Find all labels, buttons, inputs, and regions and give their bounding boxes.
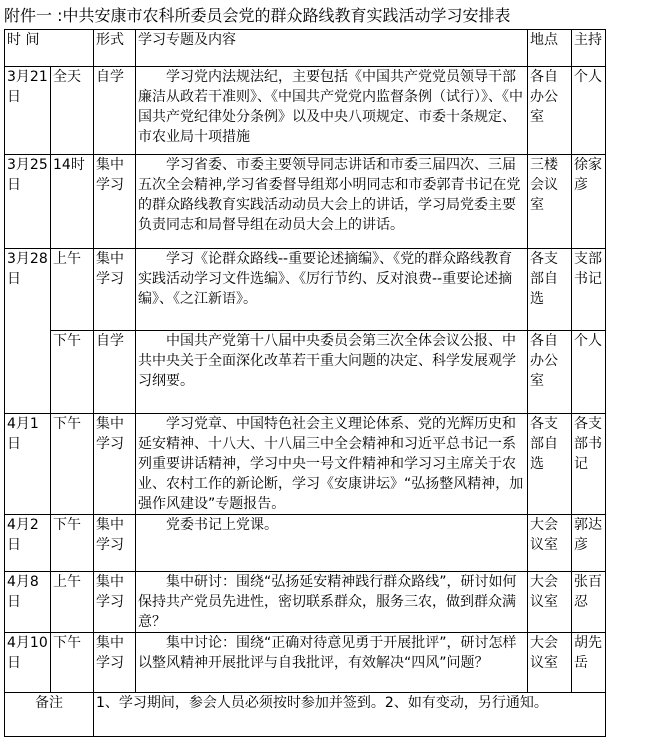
header-form: 形式 [94, 30, 136, 67]
row-date: 4月2日 [5, 515, 51, 572]
row-form: 集中学习 [94, 414, 136, 515]
table-row [5, 249, 606, 331]
row-place: 各支部自选 [528, 249, 572, 331]
row-host: 支部书记 [572, 249, 606, 331]
row-host: 徐家彦 [572, 155, 606, 249]
note-row [5, 693, 606, 737]
row-content: 中国共产党第十八届中央委员会第三次全体会议公报、中共中央关于全面深化改革若干重大问题的决定、科学发展观学习纲要。 [136, 331, 528, 414]
row-time: 上午 [51, 572, 94, 633]
row-place: 大会议室 [528, 572, 572, 633]
row-time: 全天 [51, 67, 94, 155]
row-date: 4月8日 [5, 572, 51, 633]
row-content: 学习省委、市委主要领导同志讲话和市委三届四次、三届五次全会精神,学习省委督导组郑小明同志和市委郭青书记在党的群众路线教育实践活动动员大会上的讲话，学习局党委主要负责同志和局督导组在动员大会上的讲话。 [136, 155, 528, 249]
row-form: 自学 [94, 67, 136, 155]
row-form: 自学 [94, 331, 136, 414]
row-host: 各支部书记 [572, 414, 606, 515]
row-host: 胡先岳 [572, 633, 606, 693]
table-row [5, 572, 606, 633]
row-host: 个人 [572, 67, 606, 155]
row-place: 各自办公室 [528, 67, 572, 155]
row-time: 下午 [51, 331, 94, 414]
table-header-row [5, 30, 606, 67]
row-date: 3月28日 [5, 249, 51, 414]
table-row [5, 67, 606, 155]
table-row [5, 155, 606, 249]
row-place: 各支部自选 [528, 414, 572, 515]
row-time: 上午 [51, 249, 94, 331]
row-content: 学习党内法规法纪，主要包括《中国共产党党员领导干部廉洁从政若干准则》、《中国共产党党内监督条例（试行）》、《中国共产党纪律处分条例》以及中央八项规定、市委十条规定、市农业局十项措施 [136, 67, 528, 155]
row-place: 大会议室 [528, 515, 572, 572]
row-time: 下午 [51, 515, 94, 572]
header-place: 地点 [528, 30, 572, 67]
table-row [5, 414, 606, 515]
note-label: 备注 [5, 693, 94, 737]
row-place: 三楼会议室 [528, 155, 572, 249]
row-content: 学习《论群众路线--重要论述摘编》、《党的群众路线教育实践活动学习文件选编》、《厉行节约、反对浪费--重要论述摘编》、《之江新语》。 [136, 249, 528, 331]
row-time: 14时 [51, 155, 94, 249]
row-time: 下午 [51, 414, 94, 515]
row-time: 下午 [51, 633, 94, 693]
row-content: 学习党章、中国特色社会主义理论体系、党的光辉历史和延安精神、十八大、十八届三中全会精神和习近平总书记一系列重要讲话精神，学习中央一号文件精神和学习习主席关于农业、农村工作的新论断，学习《安康讲坛》“弘扬整风精神，加强作风建设”专题报告。 [136, 414, 528, 515]
document-title: 附件一 :中共安康市农科所委员会党的群众路线教育实践活动学习安排表 [4, 6, 511, 25]
row-place: 各自办公室 [528, 331, 572, 414]
table-row [5, 633, 606, 693]
row-content: 集中讨论：围绕“正确对待意见勇于开展批评”，研讨怎样以整风精神开展批评与自我批评，有效解决“四风”问题？ [136, 633, 528, 693]
row-place: 大会议室 [528, 633, 572, 693]
row-date: 4月1日 [5, 414, 51, 515]
schedule-table [4, 29, 606, 737]
table-row [5, 331, 606, 414]
row-form: 集中学习 [94, 515, 136, 572]
row-content: 集中研讨：围绕“弘扬延安精神践行群众路线”，研讨如何保持共产党员先进性，密切联系群众，服务三农，做到群众满意？ [136, 572, 528, 633]
header-time: 时 间 [5, 30, 94, 67]
row-content: 党委书记上党课。 [136, 515, 528, 572]
row-date: 4月10日 [5, 633, 51, 693]
row-form: 集中学习 [94, 572, 136, 633]
header-host: 主持 [572, 30, 606, 67]
row-form: 集中学习 [94, 155, 136, 249]
row-form: 集中学习 [94, 633, 136, 693]
row-host: 郭达彦 [572, 515, 606, 572]
row-host: 个人 [572, 331, 606, 414]
note-text: 1、学习期间，参会人员必须按时参加并签到。2、如有变动，另行通知。 [94, 693, 606, 737]
row-form: 集中学习 [94, 249, 136, 331]
row-date: 3月25日 [5, 155, 51, 249]
table-row [5, 515, 606, 572]
row-host: 张百忍 [572, 572, 606, 633]
header-content: 学习专题及内容 [136, 30, 528, 67]
row-date: 3月21日 [5, 67, 51, 155]
